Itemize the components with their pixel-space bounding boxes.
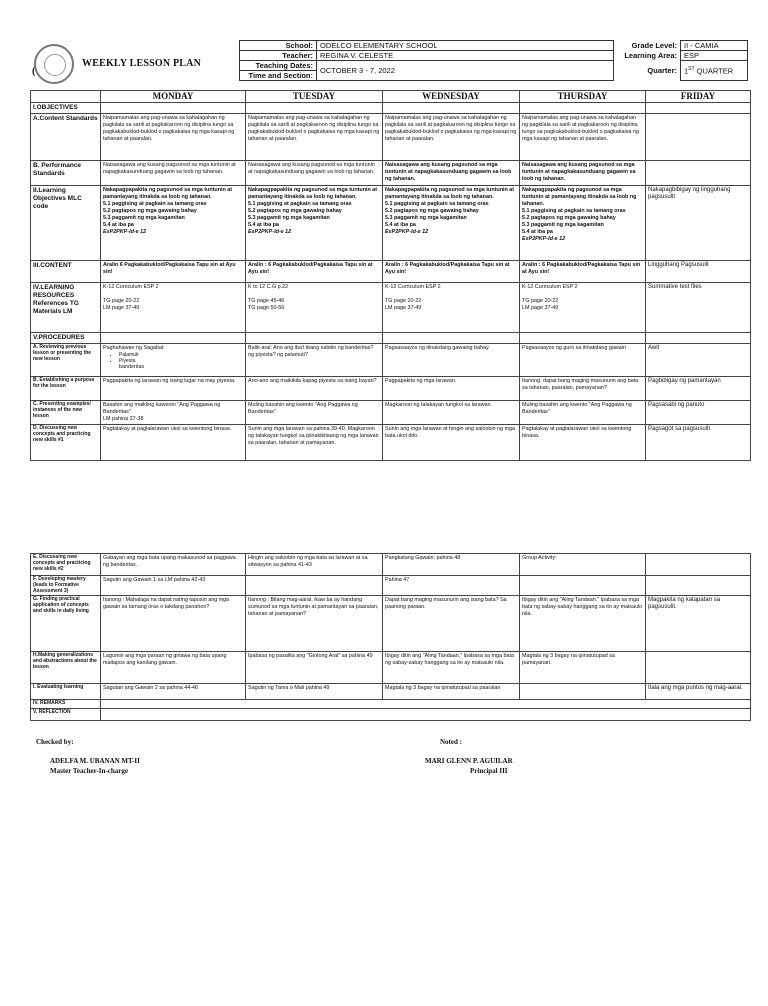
content-row: III.CONTENT Aralin 6 Pagkakabuklod/Pagkakaisa Tapu sin at Ayu sin! Aralin : 6 Pagkakabuklod/Pagkakaisa Tapu sin at Ayu sin! Aralin : 6 Pagkakabuklod/Pagkakaisa Tapu sin at Ayu sin! Aralin : 6 Pagkakabuklod/Pagkakaisa Tapu sin at Ayu sin! Lingguhang Pagsusulit [31,261,751,283]
resources-row: IV.LEARNING RESOURCES References TG Materials LM K-12 Curriculum ESP 2 TG page 20-22 LM page 37-49 K to 12 C.G p.22 TG page 45-46 TG page 50-56 K-12 Curriculum ESP 2 TG page 20-22 LM page 37-49 K-12 Curriculum ESP 2 TG page 20-22 LM page 37-49 Summative test files [31,283,751,333]
day-header-row [31,91,751,103]
procedure-f-row: F. Developing mastery (leads to Formative Assessment 3) Sagutin ang Gawain 1 sa LM pahina 42-43 Pahina 47 [31,576,751,596]
learning-objectives-row: II.Learning Objectives MLC code Nakapagpapakita ng pagsunod sa mga tuntunin at pamantayang itinakda sa loob ng tahanan. 5.1 paggising at pagkain sa tamang oras 5.2 pagtapos ng mga gawaing bahay 5.3 paggamit ng mga kagamitan 5.4 at iba pa EsP2PKP-Id-e 12 Nakapagpapakita ng pagsunod sa mga tuntunin at pamantayang itinakda sa loob ng tahanan. 5.1 paggising at pagkain sa tamang oras 5.2 pagtapos ng mga gawaing bahay 5.3 paggamit ng mga kagamitan 5.4 at iba pa EsP2PKP-Id-e 12 Nakapagpapakita ng pagsunod sa mga tuntunin at pamantayang itinakda sa loob ng tahanan. 5.1 paggising at pagkain sa tamang oras 5.2 pagtapos ng mga gawaing bahay 5.3 paggamit ng mga kagamitan 5.4 at iba pa EsP2PKP-Id-e 12 Nakapagpapakita ng pagsunod sa mga tuntunin at pamantayang itinakda sa loob ng tahanan. 5.1 paggising at pagkain sa tamang oras 5.2 pagtapos ng mga gawaing bahay 5.3 paggamit ng mga kagamitan 5.4 at iba pa EsP2PKP-Id-e 12 Nakapagbibigay ng lingguhang pagsusulit [31,186,751,261]
content-standards-row: A.Content Standards Naipamamalas ang pag-unawa sa kahalagahan ng pagkilala sa sarili at pagkakaroon ng disiplina tungo sa pagkakabuklod-buklod o pagkakaisa ng mga kasapi ng tahanan at paaralan. Naipamamalas ang pag-unawa sa kahalagahan ng pagkilala sa sarili at pagkakaroon ng disiplina tungo sa pagkakabuklod-buklod o pagkakaisa ng mga kasapi ng tahanan at paaralan. Naipamamalas ang pag-unawa sa kahalagahan ng pagkilala sa sarili at pagkakaroon ng disiplina tungo sa pagkakabuklod-buklod o pagkakaisa ng mga kasapi ng tahanan at paaralan. Naipamamalas ang pag-unawa sa kahalagahan ng pagkilala sa sarili at pagkakaroon ng disiplina tungo sa pagkakabuklod-buklod o pagkakaisa ng mga kasapi ng tahanan at paaralan. [31,114,751,161]
quarter-value: 1ST QUARTER [681,61,748,81]
lo-tuesday: Nakapagpapakita ng pagsunod sa mga tuntunin at pamantayang itinakda sa loob ng tahanan. 5.1 paggising at pagkain sa tamang oras 5.2 pagtapos ng mga gawaing bahay 5.3 paggamit ng mga kagamitan 5.4 at iba pa EsP2PKP-Id-e 12 [246,186,383,261]
procedure-g-row: G. Finding practical application of concepts and skills in daily living Itanong : Mahalaga na dapat nating tapusin ang mga gawain sa tamang oras o takdang panahon? Itanong : Bilang mag-aaral, ikaw ba ay handang sumunod sa mga tuntunin at pamantayan sa paaralan, tahanan at pamayanan? Dapat bang maging masunurin ang isang bata? Sa paanong paraan. Ibigay ditin ang "Aling Tandaan." Ipabasa sa mga bata ng sabay-sabay hanggang sa ito ay maisaulo nila. Magpakita ng katapatan sa pagsusulit. [31,596,751,652]
school-value: ODELCO ELEMENTARY SCHOOL [317,41,614,51]
school-logo [34,44,74,84]
lo-monday: Nakapagpapakita ng pagsunod sa mga tuntunin at pamantayang itinakda sa loob ng tahanan. 5.1 paggising at pagkain sa tamang oras 5.2 pagtapos ng mga gawaing bahay 5.3 paggamit ng mga kagamitan 5.4 at iba pa EsP2PKP-Id-e 12 [101,186,246,261]
teacher-label: Teacher: [240,51,317,61]
noter-title: Principal III [470,767,508,775]
info-table [239,40,748,81]
teacher-value: REGINA V. CELESTE [317,51,614,61]
page-gap [31,461,751,554]
area-value: ESP [681,51,748,61]
procedure-c-row: C. Presenting examples/ instances of the new lesson Basahin ang maikling kuwento "Ang Paggawa ng Banderitas" LM pahina 37-38 Muling basahin ang kwento "Ang Paggawa ng Banderitas" Magkaroon ng talakayan tungkol sa larawan. Muling basahin ang kwento "Ang Paggawa ng Banderitas" Pagsasabi ng panuto [31,401,751,425]
quarter-label: Quarter: [647,66,677,75]
remarks-row: IV. REMARKS [31,700,751,709]
dates-value: OCTOBER 3 - 7, 2022 [317,61,614,81]
grade-value: II - CAMIA [681,41,748,51]
school-label: School: [240,41,317,51]
procedure-e-row: E. Discussing new concepts and practicing new skills #2 Gabayan ang mga bata upang makasunod sa paggawa ng banderitas. Hingin ang saloobin ng mga bata sa larawan at sa sitwasyon sa pahina 41-43 Pangkatang Gawain: pahina 48 Group Activity: [31,554,751,576]
procedures-row: V.PROCEDURES [31,333,751,344]
lesson-plan-table [30,90,751,721]
noter-name: MARI GLENN P. AGUILAR [425,757,513,765]
grade-label: Grade Level: [631,41,677,50]
lo-thursday: Nakapagpapakita ng pagsunod sa mga tuntunin at pamantayang itinakda sa loob ng tahanan. 5.1 paggising at pagkain sa tamang oras 5.2 pagtapos ng mga gawaing bahay 5.3 paggamit ng mga kagamitan 5.4 at iba pa EsP2PKP-Id-e 12 [520,186,646,261]
checker-name: ADELFA M. UBANAN MT-II [50,757,140,765]
day-monday: MONDAY [101,91,246,103]
logo-letter: ( [32,66,36,77]
procedure-h-row: H.Making generalizations and abstractions about the lesson Lagumin ang mga paraan ng ginawa ng bata upang maitapos ang kanilang gawain. Ipabasa ng pasalita ang "Gintong Aral" sa pahina 49 Ibigay ditin ang "Aling Tandaan." Ipabasa sa mga bata ng sabay-sabay hanggang sa ito ay maisaulo nila. Magtala ng 3 bagay na ipinatutupad sa pamayanan. [31,652,751,684]
day-friday: FRIDAY [646,91,751,103]
lo-wednesday: Nakapagpapakita ng pagsunod sa mga tuntunin at pamantayang itinakda sa loob ng tahanan. 5.1 paggising at pagkain sa tamang oras 5.2 pagtapos ng mga gawaing bahay 5.3 paggamit ng mga kagamitan 5.4 at iba pa EsP2PKP-Id-e 12 [383,186,520,261]
reflection-row: V. REFLECTION [31,709,751,721]
procedure-d-row: D. Discussing new concepts and practicing new skills #1 Pagtalakay at paglalarawan ukol sa kwentong binasa. Suriin ang mga larawan sa pahina 39-40. Magkaroon ng talakayan tungkol sa ipinakikitaang ng mga larawan sa paaralan, tahanan at pamayanan. Suriin ang mga larawan at hingin ang saloobin ng mga bata ukol dito. Pagtalakay at paglalarawan ukol sa kwentong binasa. Pagsagot sa pagsusulit [31,425,751,461]
header [30,40,750,95]
performance-standards-row: B. Performance Standards Naisasagawa ang kusang pagsunod sa mga tuntunin at napagkakasunduang gagawin sa loob ng tahanan. Naisasagawa ang kusang pagsunod sa mga tuntunin at napagkakasunduang gagawin sa loob ng tahanan. Naisasagawa ang kusang pagsunod sa mga tuntunin at napagkakasunduang gagawin sa loob ng tahanan. Naisasagawa ang kusang pagsunod sa mga tuntunin at napagkakasunduang gagawin sa loob ng tahanan. [31,161,751,186]
time-label: Time and Section: [240,71,317,81]
area-label: Learning Area: [624,51,677,60]
checker-title: Master Teacher-In-charge [50,767,128,775]
day-wednesday: WEDNESDAY [383,91,520,103]
procedure-i-row: I. Evaluating learning Sagutan ang Gawain 2 sa pahina 44-46 Sagutin ng Tama o Mali pahina 49 Magtala ng 3 bagay na ipinatutupad sa paaralan Itala ang mga puntos ng mag-aaral. [31,684,751,700]
procedure-a-row: A. Reviewing previous lesson or presenting the new lesson Paghahawan ng Sagabal: • Palamuti • Piyesta banderitas Balik-aral: Ano ang iba't ibang sabitin ng banderitas? ng piyesta? ng palamuti? Pagsasaayos ng itinakdang gawaing bahay. Pagsasaayos ng guro sa itinakdang gawain Awit [31,344,751,377]
checked-by-label: Checked by: [36,738,74,746]
procedure-b-row: B. Establishing a purpose for the lesson Pagpapakita ng larawan ng isang lugar na may piyesta. Ano-ano ang maikikila kapag piyesta sa isang bayan? Pagpapakita ng mga larawan. Itanong: dapat bang maging masunurin ang bata sa tahanan, paaralan, pamayanan? Pagbibigay ng pamantayan [31,377,751,401]
dates-label: Teaching Dates: [240,61,317,71]
noted-label: Noted : [440,738,462,746]
objectives-heading: I.OBJECTIVES [31,103,101,114]
day-thursday: THURSDAY [520,91,646,103]
document-title: WEEKLY LESSON PLAN [82,58,202,69]
day-tuesday: TUESDAY [246,91,383,103]
